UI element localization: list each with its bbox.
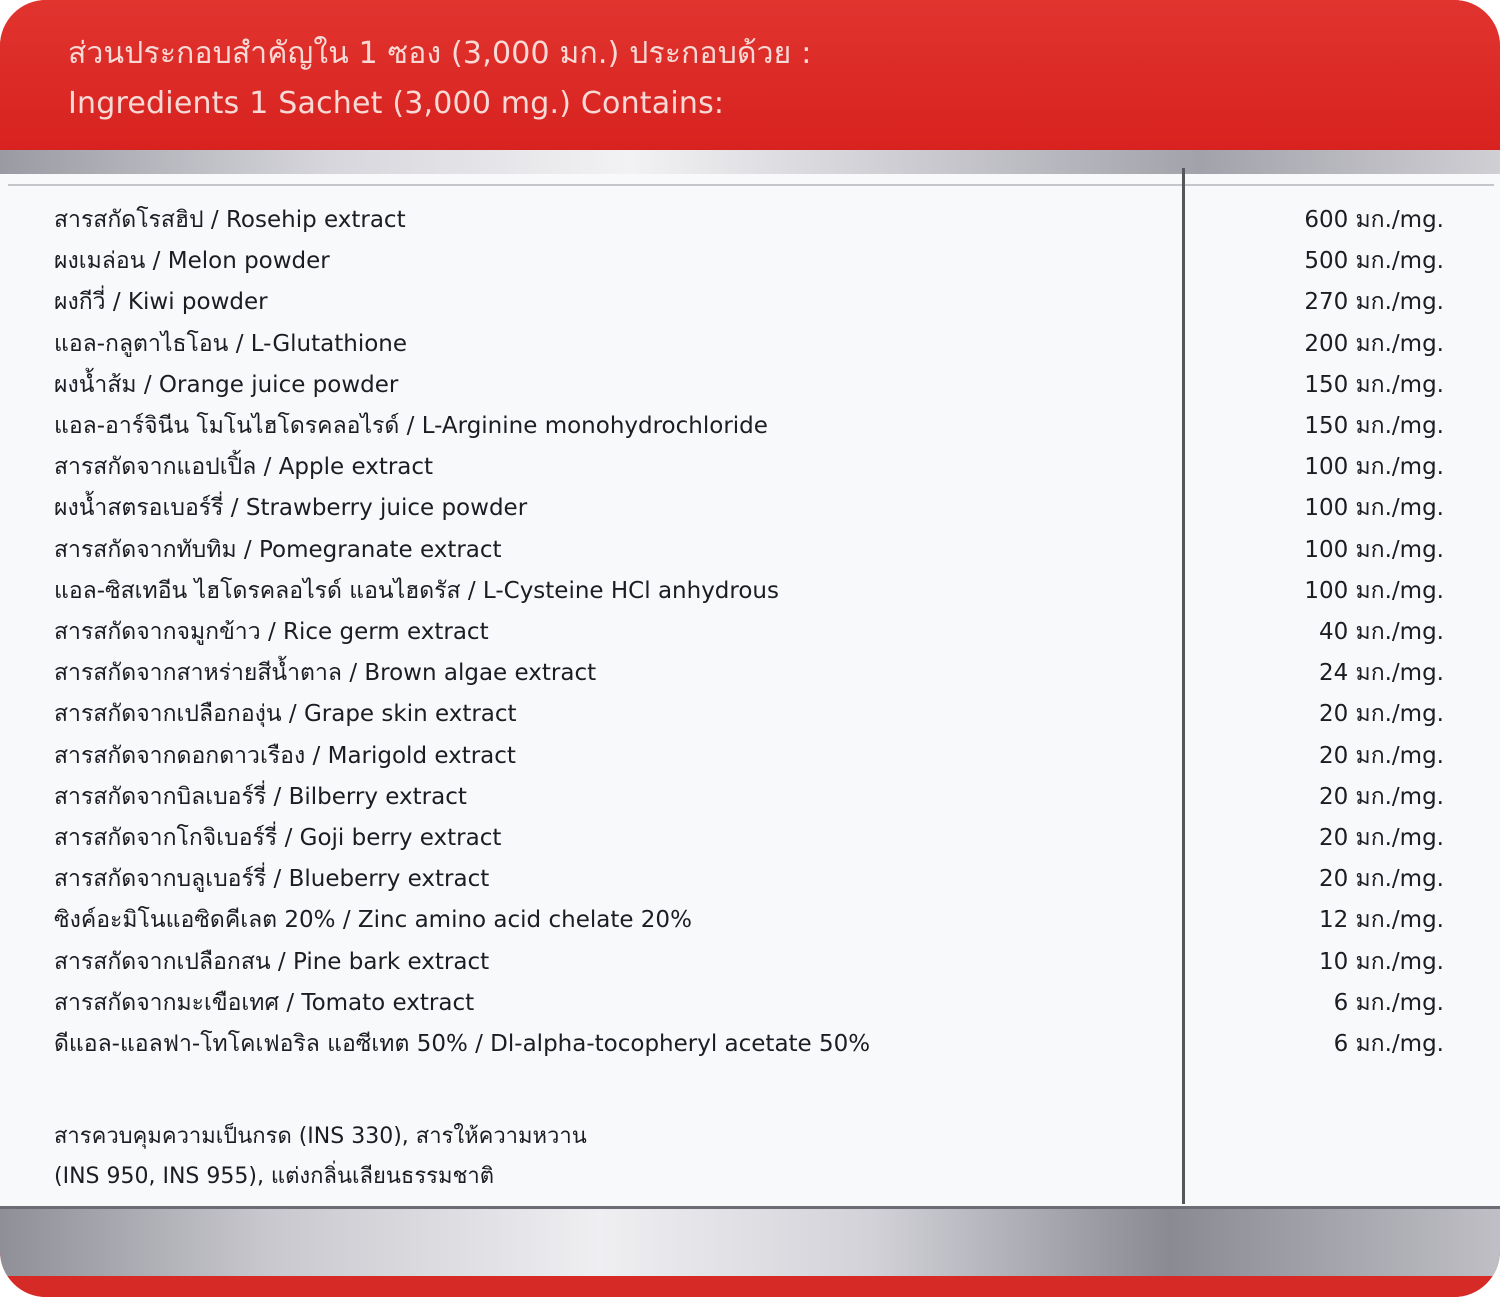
ingredient-row <box>0 859 1500 900</box>
ingredient-amount: 100 มก./mg. <box>1304 577 1444 604</box>
ingredient-amount: 100 มก./mg. <box>1304 454 1444 481</box>
ingredient-row <box>0 365 1500 406</box>
ingredient-amount: 20 มก./mg. <box>1318 825 1444 851</box>
ingredient-name: แอล-อาร์จินีน โมโนไฮโดรคลอไรด์ / L-Arginine monohydrochloride <box>54 413 768 439</box>
ingredient-amount: 40 มก./mg. <box>1318 619 1444 645</box>
ingredient-row <box>0 200 1500 241</box>
ingredient-name: สารสกัดจากแอปเปิ้ล / Apple extract <box>54 454 434 481</box>
ingredient-row <box>0 241 1500 282</box>
ingredient-row <box>0 777 1500 818</box>
ingredient-name: แอล-กลูตาไธโอน / L-Glutathione <box>54 330 408 357</box>
footnote-line-2: (INS 950, INS 955), แต่งกลิ่นเลียนธรรมชาติ <box>54 1164 495 1189</box>
ingredient-name: สารสกัดจากทับทิม / Pomegranate extract <box>54 536 502 563</box>
ingredient-amount: 150 มก./mg. <box>1304 413 1444 439</box>
ingredient-amount: 20 มก./mg. <box>1318 866 1444 893</box>
ingredient-name: สารสกัดจากโกจิเบอร์รี่ / Goji berry extract <box>54 825 502 851</box>
ingredient-amount: 10 มก./mg. <box>1318 948 1444 975</box>
ingredient-amount: 100 มก./mg. <box>1304 495 1444 522</box>
ingredient-amount: 200 มก./mg. <box>1304 330 1444 357</box>
ingredient-row <box>0 447 1500 488</box>
ingredient-name: แอล-ซิสเทอีน ไฮโดรคลอไรด์ แอนไฮดรัส / L-Cysteine HCl anhydrous <box>54 577 779 604</box>
ingredient-row <box>0 488 1500 529</box>
ingredient-amount: 600 มก./mg. <box>1304 207 1444 233</box>
ingredient-name: สารสกัดจากสาหร่ายสีน้ำตาล / Brown algae extract <box>54 660 597 687</box>
ingredient-row <box>0 653 1500 694</box>
ingredient-amount: 20 มก./mg. <box>1318 701 1444 728</box>
header-title-english: Ingredients 1 Sachet (3,000 mg.) Contains: <box>68 86 725 121</box>
ingredient-name: ผงเมล่อน / Melon powder <box>54 248 330 275</box>
silver-band-bottom-rule <box>0 1206 1500 1209</box>
ingredient-name: ดีแอล-แอลฟา-โทโคเฟอริล แอซีเทต 50% / Dl-alpha-tocopheryl acetate 50% <box>54 1031 871 1057</box>
ingredient-amount: 20 มก./mg. <box>1318 783 1444 810</box>
ingredient-row <box>0 612 1500 653</box>
ingredient-row <box>0 530 1500 571</box>
ingredient-name: ผงน้ำส้ม / Orange juice powder <box>54 371 399 398</box>
ingredient-amount: 24 มก./mg. <box>1318 660 1444 687</box>
ingredient-amount: 150 มก./mg. <box>1304 371 1444 398</box>
ingredient-row <box>0 324 1500 365</box>
ingredient-amount: 6 มก./mg. <box>1333 1031 1444 1057</box>
ingredient-name: สารสกัดจากจมูกข้าว / Rice germ extract <box>54 619 489 645</box>
ingredient-name: ผงน้ำสตรอเบอร์รี่ / Strawberry juice powder <box>54 495 528 522</box>
ingredient-name: สารสกัดโรสฮิป / Rosehip extract <box>54 207 406 233</box>
ingredient-amount: 20 มก./mg. <box>1318 742 1444 769</box>
ingredient-row <box>0 736 1500 777</box>
ingredient-row <box>0 1024 1500 1065</box>
ingredient-name: สารสกัดจากบิลเบอร์รี่ / Bilberry extract <box>54 783 467 810</box>
ingredient-name: สารสกัดจากเปลือกองุ่น / Grape skin extract <box>54 701 517 728</box>
silver-band-bottom <box>0 1206 1500 1276</box>
ingredient-row <box>0 406 1500 447</box>
ingredient-name: สารสกัดจากเปลือกสน / Pine bark extract <box>54 948 490 975</box>
ingredient-row <box>0 282 1500 323</box>
header-title-thai: ส่วนประกอบสำคัญใน 1 ซอง (3,000 มก.) ประกอบด้วย : <box>68 36 812 71</box>
ingredient-name: ผงกีวี่ / Kiwi powder <box>54 289 268 316</box>
footnote-line-1: สารควบคุมความเป็นกรด (INS 330), สารให้ความหวาน <box>54 1124 587 1149</box>
ingredient-row <box>0 571 1500 612</box>
ingredient-amount: 12 มก./mg. <box>1318 907 1444 934</box>
ingredient-name: ซิงค์อะมิโนแอซิดคีเลต 20% / Zinc amino acid chelate 20% <box>54 907 692 934</box>
red-band-bottom <box>0 1276 1500 1297</box>
ingredient-row <box>0 983 1500 1024</box>
ingredient-name: สารสกัดจากบลูเบอร์รี่ / Blueberry extract <box>54 866 490 893</box>
ingredient-amount: 500 มก./mg. <box>1304 248 1444 275</box>
ingredient-row <box>0 900 1500 941</box>
ingredient-name: สารสกัดจากดอกดาวเรือง / Marigold extract <box>54 742 516 769</box>
ingredient-row <box>0 942 1500 983</box>
ingredient-name: สารสกัดจากมะเขือเทศ / Tomato extract <box>54 989 475 1016</box>
ingredient-amount: 6 มก./mg. <box>1333 989 1444 1016</box>
ingredient-row <box>0 694 1500 735</box>
ingredient-amount: 270 มก./mg. <box>1304 289 1444 316</box>
ingredient-row <box>0 818 1500 859</box>
ingredient-amount: 100 มก./mg. <box>1304 536 1444 563</box>
